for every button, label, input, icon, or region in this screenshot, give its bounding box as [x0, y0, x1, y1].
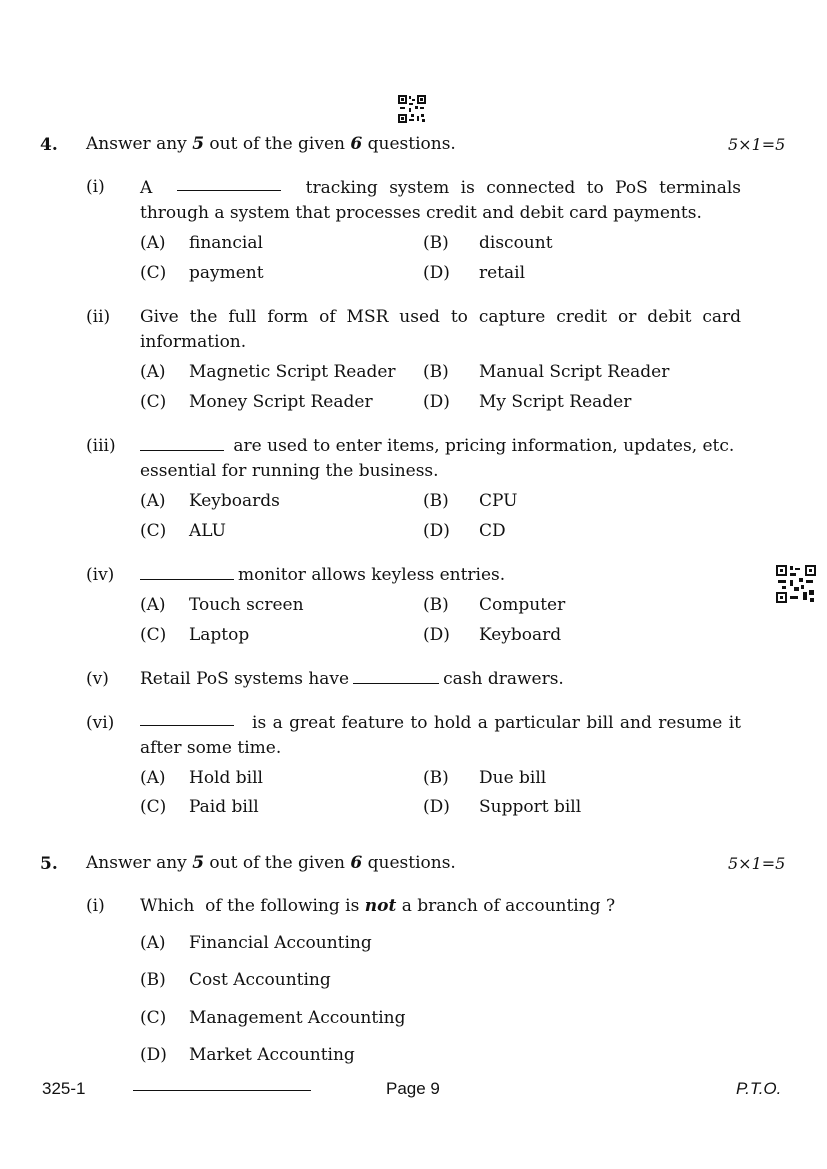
paper-code: 325-1 [42, 1079, 86, 1098]
instruction-text: Answer any [86, 853, 193, 873]
option-label: (C) [140, 392, 167, 412]
option-text: Manual Script Reader [479, 362, 670, 382]
option-label: (C) [140, 625, 167, 645]
question-5-marks: 5×1=5 [728, 854, 786, 873]
sub-question-text [140, 305, 741, 355]
option-text: Computer [479, 595, 566, 615]
question-4-instruction [86, 132, 456, 157]
option-text: Due bill [479, 768, 547, 788]
option-text: Laptop [189, 625, 250, 645]
stem-text: essential for running the business. [140, 461, 439, 481]
instruction-text: out of the given [204, 134, 351, 154]
stem-text: A [140, 178, 153, 198]
instruction-text: questions. [362, 134, 456, 154]
option-label: (B) [423, 233, 449, 253]
option-label: (A) [140, 233, 166, 253]
qr-code-top-icon [398, 95, 426, 123]
option-text: Cost Accounting [189, 970, 331, 990]
sub-question-text [140, 894, 615, 919]
sub-question-number: (iii) [86, 436, 116, 456]
footer-divider [133, 1090, 311, 1091]
question-5-number: 5. [40, 854, 58, 874]
option-label: (B) [423, 595, 449, 615]
instruction-text: questions. [362, 853, 456, 873]
sub-question-text [140, 434, 741, 484]
sub-question-text [140, 667, 741, 692]
sub-question-number: (v) [86, 669, 109, 689]
instruction-count: 5 [192, 853, 205, 873]
option-label: (C) [140, 521, 167, 541]
option-label: (A) [140, 491, 166, 511]
option-label: (D) [423, 392, 450, 412]
option-text: retail [479, 263, 526, 283]
option-label: (A) [140, 362, 166, 382]
option-text: CD [479, 521, 506, 541]
stem-text: Give the full form of MSR used to capture credit or debit card [140, 307, 741, 327]
option-text: ALU [189, 521, 226, 541]
sub-question-number: (iv) [86, 565, 115, 585]
answer-blank [140, 711, 234, 726]
stem-text: Retail PoS systems have [140, 669, 350, 689]
option-text: Support bill [479, 797, 582, 817]
instruction-count: 5 [192, 134, 205, 154]
pto-label: P.T.O. [736, 1079, 782, 1098]
option-text: Paid bill [189, 797, 259, 817]
qr-code-side-icon [776, 565, 816, 603]
option-label: (A) [140, 933, 166, 953]
stem-text: Which of the following is [140, 896, 365, 916]
answer-blank [353, 669, 439, 684]
option-text: Financial Accounting [189, 933, 372, 953]
option-label: (D) [140, 1045, 167, 1065]
stem-text: cash drawers. [443, 669, 564, 689]
option-text: Money Script Reader [189, 392, 373, 412]
sub-question-number: (vi) [86, 713, 115, 733]
option-text: Management Accounting [189, 1008, 406, 1028]
option-text: Touch screen [189, 595, 304, 615]
stem-text: is a great feature to hold a particular bill and resume it [252, 713, 741, 733]
option-text: CPU [479, 491, 518, 511]
option-text: discount [479, 233, 553, 253]
option-text: Magnetic Script Reader [189, 362, 396, 382]
answer-blank [140, 436, 224, 451]
instruction-text: out of the given [204, 853, 351, 873]
option-label: (B) [423, 491, 449, 511]
option-text: Market Accounting [189, 1045, 355, 1065]
option-label: (B) [423, 768, 449, 788]
option-text: Keyboards [189, 491, 280, 511]
emphasis-text: not [364, 896, 397, 916]
instruction-text: Answer any [86, 134, 193, 154]
option-text: financial [189, 233, 263, 253]
option-label: (C) [140, 263, 167, 283]
option-label: (D) [423, 625, 450, 645]
stem-text: monitor allows keyless entries. [238, 565, 506, 585]
option-label: (D) [423, 263, 450, 283]
page-number: Page 9 [386, 1079, 440, 1098]
answer-blank [177, 176, 281, 191]
option-label: (B) [423, 362, 449, 382]
sub-question-number: (i) [86, 896, 105, 916]
answer-blank [140, 565, 234, 580]
sub-question-number: (i) [86, 177, 105, 197]
question-5-instruction [86, 851, 456, 876]
question-4-marks: 5×1=5 [728, 135, 786, 154]
option-label: (D) [423, 521, 450, 541]
option-label: (A) [140, 595, 166, 615]
instruction-total: 6 [350, 134, 363, 154]
option-label: (C) [140, 797, 167, 817]
stem-text: are used to enter items, pricing information, updates, etc. [233, 436, 735, 456]
question-4-number: 4. [40, 135, 58, 155]
sub-question-text [140, 711, 741, 761]
option-label: (A) [140, 768, 166, 788]
option-text: payment [189, 263, 264, 283]
option-label: (C) [140, 1008, 167, 1028]
stem-text: through a system that processes credit and debit card payments. [140, 203, 702, 223]
option-label: (B) [140, 970, 166, 990]
instruction-total: 6 [350, 853, 363, 873]
option-text: Keyboard [479, 625, 562, 645]
sub-question-text [140, 176, 741, 226]
option-text: Hold bill [189, 768, 263, 788]
option-text: My Script Reader [479, 392, 632, 412]
stem-text: tracking system is connected to PoS terminals [305, 178, 741, 198]
stem-text: information. [140, 332, 247, 352]
stem-text: a branch of accounting ? [396, 896, 616, 916]
stem-text: after some time. [140, 738, 282, 758]
sub-question-number: (ii) [86, 307, 111, 327]
option-label: (D) [423, 797, 450, 817]
sub-question-text [140, 563, 741, 588]
